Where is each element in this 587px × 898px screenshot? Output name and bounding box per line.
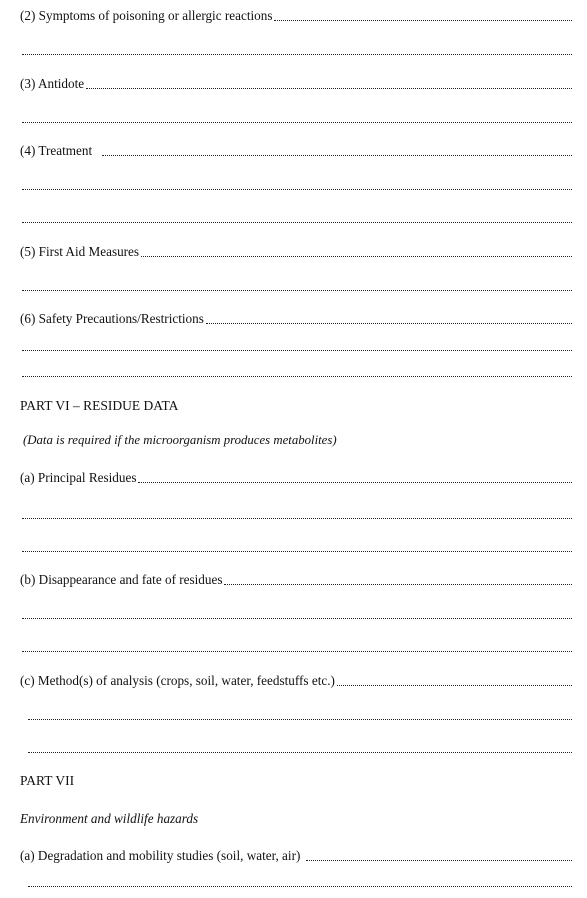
principal-continuation-line[interactable] (20, 539, 572, 555)
disappearance-fill-line[interactable] (224, 584, 572, 585)
disappearance-continuation-line[interactable] (20, 606, 572, 622)
disappearance-label: (b) Disappearance and fate of residues (20, 572, 223, 587)
symptoms-label: (2) Symptoms of poisoning or allergic reactions (20, 8, 273, 23)
treatment-label: (4) Treatment (20, 143, 93, 158)
analysis-continuation-line[interactable] (26, 740, 572, 756)
safety-label: (6) Safety Precautions/Restrictions (20, 311, 204, 326)
analysis-method-fill-line[interactable] (337, 685, 572, 686)
analysis-continuation-line[interactable] (26, 707, 572, 723)
analysis-method-field[interactable] (20, 673, 572, 689)
first-aid-field[interactable] (20, 244, 572, 260)
treatment-continuation-line[interactable] (20, 210, 572, 226)
part-vii-subheading: Environment and wildlife hazards (20, 811, 199, 826)
part-vii-heading: PART VII (20, 773, 75, 788)
safety-continuation-line[interactable] (20, 364, 572, 380)
antidote-fill-line[interactable] (86, 88, 572, 89)
fill-line[interactable] (28, 752, 572, 753)
fill-line[interactable] (22, 618, 572, 619)
safety-fill-line[interactable] (206, 323, 572, 324)
fill-line[interactable] (22, 651, 572, 652)
fill-line[interactable] (22, 54, 572, 55)
analysis-method-label: (c) Method(s) of analysis (crops, soil, water, feedstuffs etc.) (20, 673, 335, 688)
fill-line[interactable] (22, 122, 572, 123)
symptoms-field[interactable] (20, 8, 572, 24)
degradation-continuation-line[interactable] (26, 874, 572, 890)
fill-line[interactable] (22, 376, 572, 377)
principal-residues-field[interactable] (20, 470, 572, 486)
safety-field[interactable] (20, 311, 572, 327)
fill-line[interactable] (28, 886, 572, 887)
degradation-label: (a) Degradation and mobility studies (soil, water, air) (20, 848, 301, 863)
degradation-fill-line[interactable] (306, 860, 572, 861)
fill-line[interactable] (22, 290, 572, 291)
first-aid-fill-line[interactable] (141, 256, 572, 257)
safety-continuation-line[interactable] (20, 338, 572, 354)
antidote-field[interactable] (20, 76, 572, 92)
degradation-field[interactable] (20, 848, 572, 864)
part-vi-heading: PART VI – RESIDUE DATA (20, 398, 179, 413)
antidote-continuation-line[interactable] (20, 110, 572, 126)
principal-continuation-line[interactable] (20, 506, 572, 522)
fill-line[interactable] (22, 350, 572, 351)
disappearance-field[interactable] (20, 572, 572, 588)
first-aid-label: (5) First Aid Measures (20, 244, 140, 259)
antidote-label: (3) Antidote (20, 76, 85, 91)
principal-residues-label: (a) Principal Residues (20, 470, 137, 485)
treatment-fill-line[interactable] (102, 155, 572, 156)
symptoms-fill-line[interactable] (274, 20, 572, 21)
principal-residues-fill-line[interactable] (138, 482, 572, 483)
part-vi-note: (Data is required if the microorganism produces metabolites) (23, 433, 337, 447)
fill-line[interactable] (22, 189, 572, 190)
disappearance-continuation-line[interactable] (20, 639, 572, 655)
symptoms-continuation-line[interactable] (20, 42, 572, 58)
fill-line[interactable] (22, 518, 572, 519)
first-aid-continuation-line[interactable] (20, 278, 572, 294)
fill-line[interactable] (22, 551, 572, 552)
fill-line[interactable] (28, 719, 572, 720)
treatment-continuation-line[interactable] (20, 177, 572, 193)
treatment-field[interactable] (20, 143, 572, 159)
fill-line[interactable] (22, 222, 572, 223)
